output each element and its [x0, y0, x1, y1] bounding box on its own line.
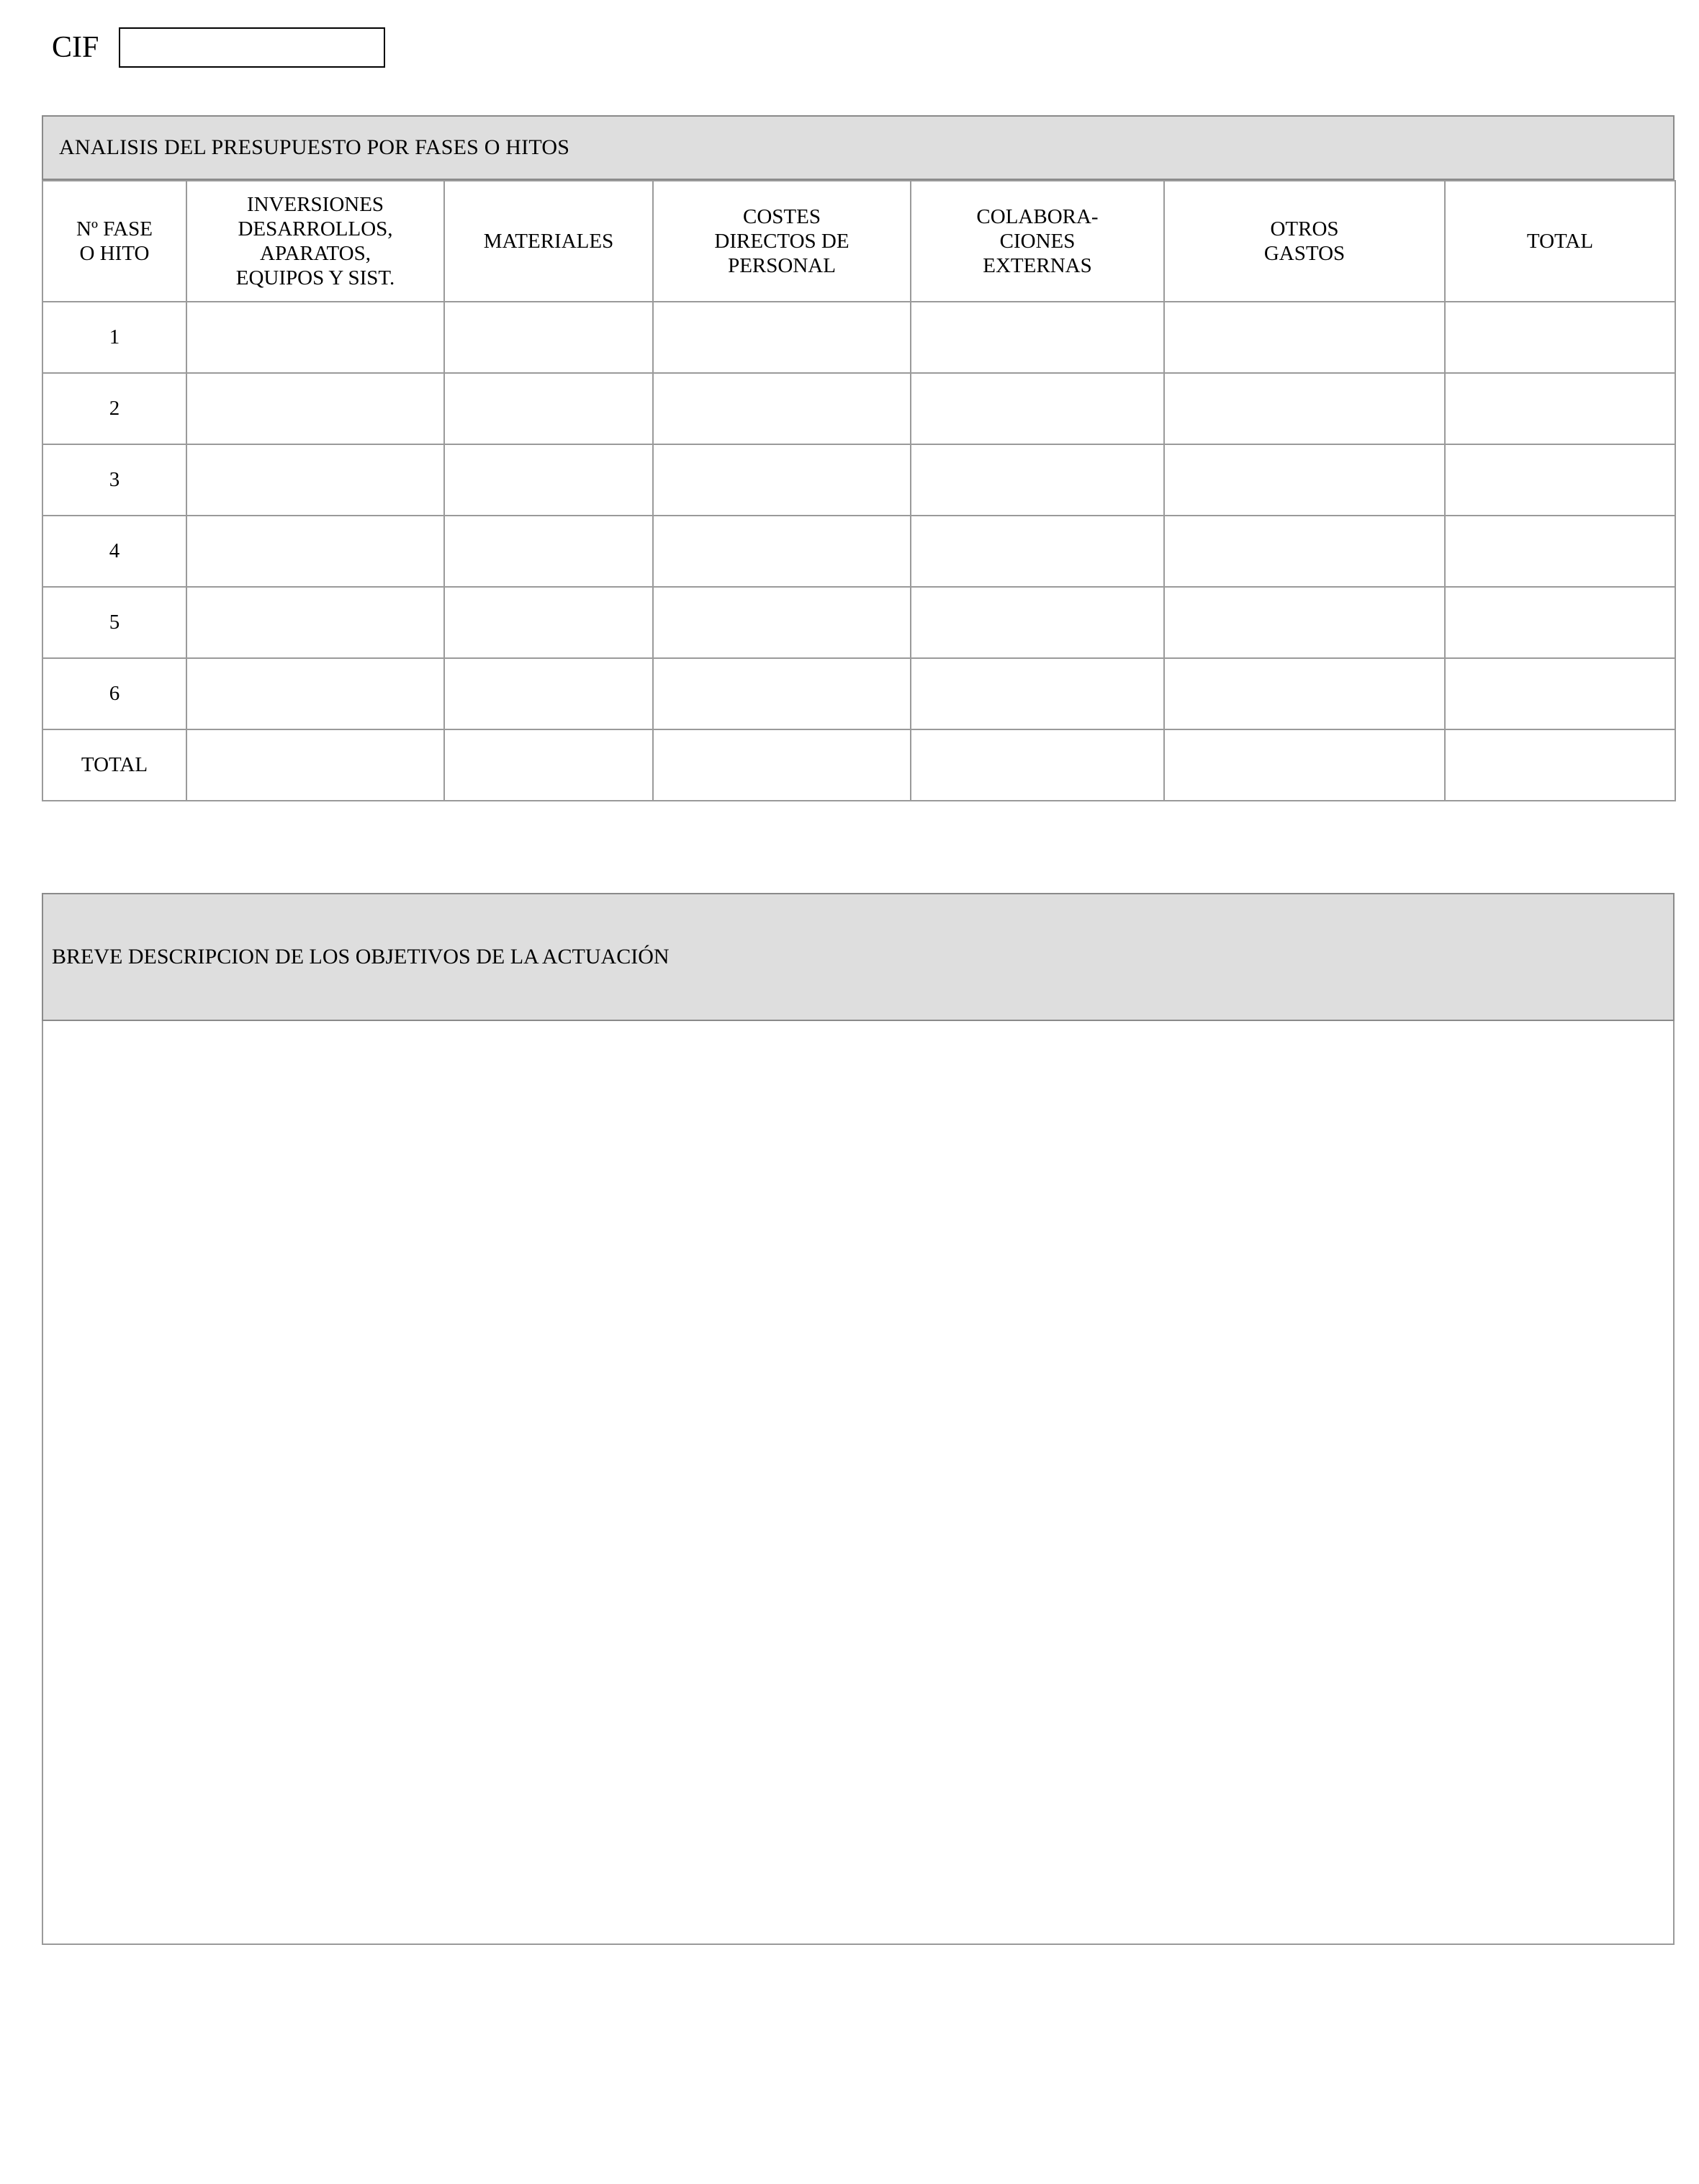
column-header-inversiones-line4: EQUIPOS Y SIST.	[235, 266, 395, 290]
table-row	[42, 516, 1675, 587]
description-textarea[interactable]	[43, 1021, 1673, 1943]
column-header-otros-line2: GASTOS	[1263, 242, 1346, 265]
cell-input-costes-6[interactable]	[654, 660, 909, 728]
cell-input-inversiones-4[interactable]	[188, 517, 443, 585]
cell-otros-3[interactable]	[1164, 444, 1445, 516]
cell-otros-total[interactable]	[1164, 729, 1445, 801]
cell-colaboraciones-6[interactable]	[911, 658, 1164, 729]
description-section	[42, 893, 1675, 1945]
cell-input-total-5[interactable]	[1446, 588, 1674, 657]
cell-input-total-3[interactable]	[1446, 446, 1674, 514]
cell-costes-5[interactable]	[653, 587, 911, 658]
table-row	[42, 444, 1675, 516]
row-label-2: 2	[42, 373, 186, 444]
table-row	[42, 587, 1675, 658]
cell-input-costes-2[interactable]	[654, 374, 909, 443]
cell-colaboraciones-4[interactable]	[911, 516, 1164, 587]
cell-input-otros-6[interactable]	[1166, 660, 1443, 728]
cell-materiales-2[interactable]	[444, 373, 653, 444]
cell-input-costes-5[interactable]	[654, 588, 909, 657]
cell-input-materiales-2[interactable]	[446, 374, 652, 443]
cell-input-colaboraciones-4[interactable]	[912, 517, 1163, 585]
cell-colaboraciones-total[interactable]	[911, 729, 1164, 801]
cell-otros-5[interactable]	[1164, 587, 1445, 658]
cell-input-total-1[interactable]	[1446, 303, 1674, 372]
cell-input-total-2[interactable]	[1446, 374, 1674, 443]
column-header-fase-line2: O HITO	[79, 242, 150, 265]
cell-otros-6[interactable]	[1164, 658, 1445, 729]
cell-inversiones-3[interactable]	[186, 444, 444, 516]
cell-input-inversiones-3[interactable]	[188, 446, 443, 514]
column-header-inversiones-line3: APARATOS,	[260, 242, 371, 265]
cif-input[interactable]	[119, 27, 385, 68]
cell-inversiones-1[interactable]	[186, 302, 444, 373]
cell-input-inversiones-6[interactable]	[188, 660, 443, 728]
cell-input-total-total[interactable]	[1446, 731, 1674, 799]
cell-input-otros-5[interactable]	[1166, 588, 1443, 657]
cell-colaboraciones-1[interactable]	[911, 302, 1164, 373]
column-header-inversiones-line1: INVERSIONES	[246, 192, 384, 216]
row-label-4: 4	[42, 516, 186, 587]
cell-input-total-6[interactable]	[1446, 660, 1674, 728]
column-header-colaboraciones-line3: EXTERNAS	[983, 254, 1092, 278]
budget-header-row	[42, 181, 1675, 302]
cell-input-otros-3[interactable]	[1166, 446, 1443, 514]
column-header-colaboraciones	[911, 181, 1164, 302]
column-header-inversiones	[186, 181, 444, 302]
cell-total-total[interactable]	[1445, 729, 1675, 801]
row-label-1: 1	[42, 302, 186, 373]
cell-inversiones-6[interactable]	[186, 658, 444, 729]
column-header-fase-line1: Nº FASE	[76, 217, 153, 241]
cell-inversiones-2[interactable]	[186, 373, 444, 444]
cell-costes-2[interactable]	[653, 373, 911, 444]
cell-input-materiales-6[interactable]	[446, 660, 652, 728]
cell-input-materiales-3[interactable]	[446, 446, 652, 514]
cell-total-6[interactable]	[1445, 658, 1675, 729]
cell-input-otros-2[interactable]	[1166, 374, 1443, 443]
cell-materiales-1[interactable]	[444, 302, 653, 373]
row-label-3: 3	[42, 444, 186, 516]
row-label-5: 5	[42, 587, 186, 658]
cell-total-2[interactable]	[1445, 373, 1675, 444]
table-row	[42, 658, 1675, 729]
cell-input-materiales-1[interactable]	[446, 303, 652, 372]
cell-input-costes-4[interactable]	[654, 517, 909, 585]
cell-input-inversiones-5[interactable]	[188, 588, 443, 657]
description-section-header: BREVE DESCRIPCION DE LOS OBJETIVOS DE LA ACTUACIÓN	[42, 893, 1675, 1021]
row-label-total: TOTAL	[42, 729, 186, 801]
cell-otros-4[interactable]	[1164, 516, 1445, 587]
cell-costes-1[interactable]	[653, 302, 911, 373]
cell-input-colaboraciones-6[interactable]	[912, 660, 1163, 728]
cell-input-costes-1[interactable]	[654, 303, 909, 372]
cell-inversiones-total[interactable]	[186, 729, 444, 801]
table-row	[42, 373, 1675, 444]
cell-input-colaboraciones-5[interactable]	[912, 588, 1163, 657]
column-header-inversiones-line2: DESARROLLOS,	[238, 217, 393, 241]
budget-section-header: ANALISIS DEL PRESUPUESTO POR FASES O HITOS	[42, 115, 1675, 180]
cell-otros-1[interactable]	[1164, 302, 1445, 373]
budget-table-body	[42, 302, 1675, 801]
cell-input-materiales-total[interactable]	[446, 731, 652, 799]
cell-input-costes-3[interactable]	[654, 446, 909, 514]
cell-total-3[interactable]	[1445, 444, 1675, 516]
cell-input-total-4[interactable]	[1446, 517, 1674, 585]
cell-input-costes-total[interactable]	[654, 731, 909, 799]
row-label-6: 6	[42, 658, 186, 729]
cell-total-5[interactable]	[1445, 587, 1675, 658]
cell-materiales-3[interactable]	[444, 444, 653, 516]
column-header-colaboraciones-line2: CIONES	[999, 229, 1076, 253]
cell-input-materiales-5[interactable]	[446, 588, 652, 657]
column-header-costes-line2: DIRECTOS DE	[714, 229, 849, 253]
budget-table-head	[42, 181, 1675, 302]
cell-inversiones-5[interactable]	[186, 587, 444, 658]
table-row	[42, 302, 1675, 373]
cell-total-4[interactable]	[1445, 516, 1675, 587]
cell-costes-4[interactable]	[653, 516, 911, 587]
cell-materiales-6[interactable]	[444, 658, 653, 729]
cell-input-colaboraciones-2[interactable]	[912, 374, 1163, 443]
budget-section	[42, 115, 1675, 801]
column-header-otros-line1: OTROS	[1270, 217, 1339, 241]
cell-input-otros-total[interactable]	[1166, 731, 1443, 799]
column-header-costes	[653, 181, 911, 302]
budget-table	[42, 180, 1676, 801]
cell-materiales-4[interactable]	[444, 516, 653, 587]
cell-costes-3[interactable]	[653, 444, 911, 516]
column-header-colaboraciones-line1: COLABORA-	[976, 205, 1099, 228]
cell-colaboraciones-3[interactable]	[911, 444, 1164, 516]
column-header-fase	[42, 181, 186, 302]
cell-colaboraciones-2[interactable]	[911, 373, 1164, 444]
cell-otros-2[interactable]	[1164, 373, 1445, 444]
cell-inversiones-4[interactable]	[186, 516, 444, 587]
cell-input-inversiones-2[interactable]	[188, 374, 443, 443]
cell-input-inversiones-1[interactable]	[188, 303, 443, 372]
cell-input-colaboraciones-3[interactable]	[912, 446, 1163, 514]
cell-input-otros-4[interactable]	[1166, 517, 1443, 585]
column-header-costes-line3: PERSONAL	[728, 254, 836, 278]
cell-total-1[interactable]	[1445, 302, 1675, 373]
cell-input-inversiones-total[interactable]	[188, 731, 443, 799]
description-body[interactable]	[42, 1021, 1675, 1945]
table-row-total	[42, 729, 1675, 801]
column-header-total: TOTAL	[1445, 181, 1675, 302]
column-header-otros-gastos	[1164, 181, 1445, 302]
column-header-materiales: MATERIALES	[444, 181, 653, 302]
cell-input-colaboraciones-total[interactable]	[912, 731, 1163, 799]
cell-input-colaboraciones-1[interactable]	[912, 303, 1163, 372]
cell-materiales-total[interactable]	[444, 729, 653, 801]
cif-row	[52, 27, 385, 68]
cell-input-materiales-4[interactable]	[446, 517, 652, 585]
column-header-costes-line1: COSTES	[743, 205, 821, 228]
cif-label: CIF	[52, 31, 99, 64]
cell-colaboraciones-5[interactable]	[911, 587, 1164, 658]
cell-costes-total[interactable]	[653, 729, 911, 801]
cell-costes-6[interactable]	[653, 658, 911, 729]
cell-input-otros-1[interactable]	[1166, 303, 1443, 372]
cell-materiales-5[interactable]	[444, 587, 653, 658]
